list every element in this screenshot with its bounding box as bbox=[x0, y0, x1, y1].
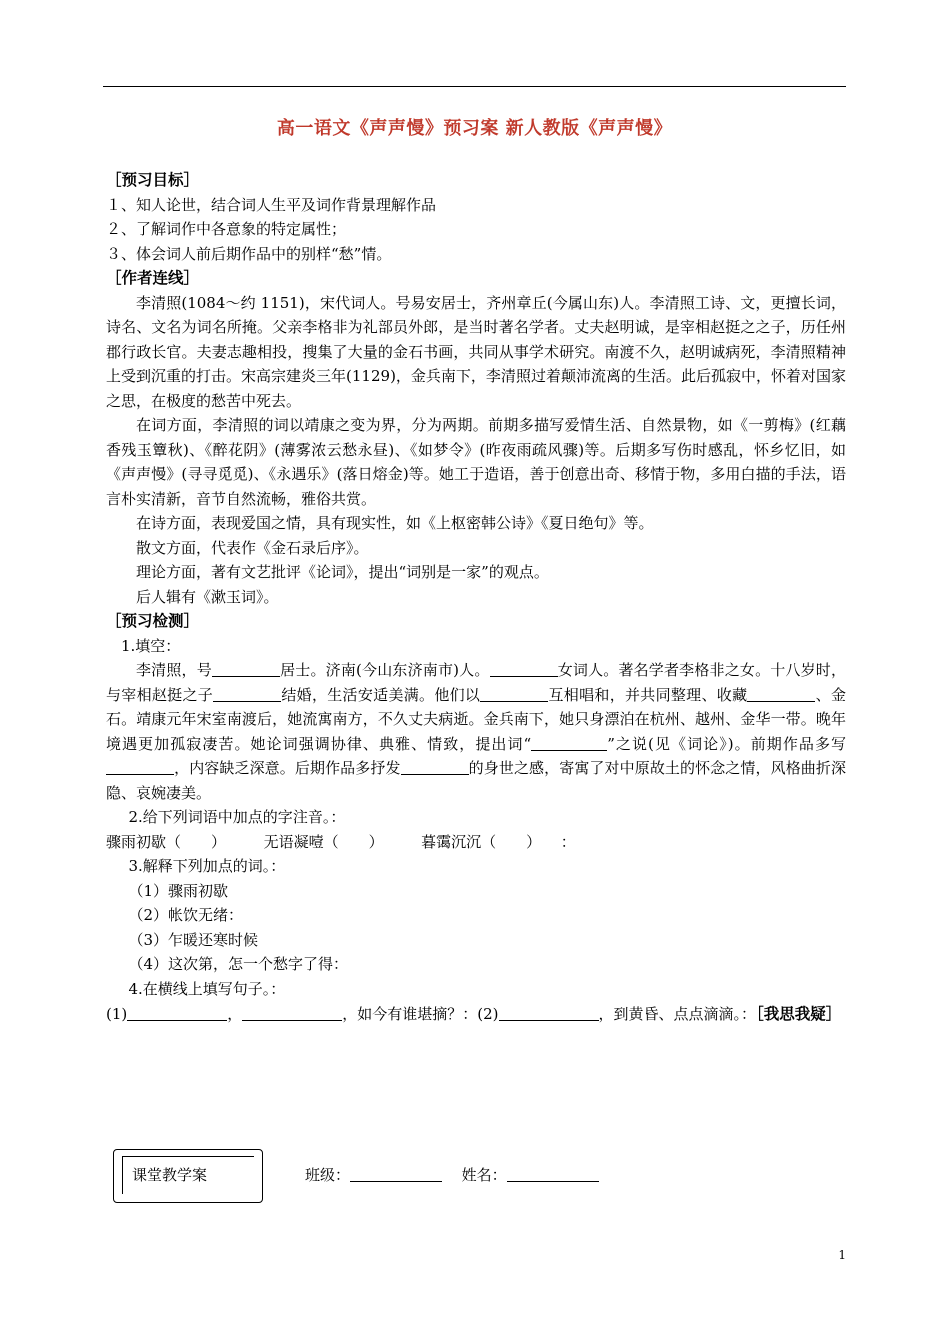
author-paragraph: 理论方面，著有文艺批评《论词》，提出“词别是一家”的观点。 bbox=[136, 563, 549, 581]
class-label: 班级： bbox=[305, 1166, 351, 1184]
q2-item: 暮霭沉沉（ ） bbox=[421, 832, 542, 851]
author-paragraph: 在诗方面，表现爱国之情，具有现实性，如《上枢密韩公诗》《夏日绝句》等。 bbox=[136, 514, 654, 532]
fill-blank[interactable] bbox=[480, 687, 548, 702]
author-paragraph: 在词方面，李清照的词以靖康之变为界，分为两期。前期多描写爱情生活、自然景物，如《一剪梅》(红藕香残玉簟秋)、《醉花阴》(薄雾浓云愁永昼)、《如梦令》(昨夜雨疏风骤)等。后期多写伤时感乱，怀乡忆旧，如《声声慢》(寻寻觅觅)、《永遇乐》(落日熔金)等。她工于造语，善于创意出奇、移情于物，多用白描的手法，语言朴实清新，音节自然流畅，雅俗共赏。 bbox=[106, 416, 846, 508]
fill-blank[interactable] bbox=[127, 1006, 227, 1021]
q1-label: 1.填空： bbox=[121, 636, 181, 655]
fill-blank[interactable] bbox=[212, 662, 280, 677]
q1-text: 居士。济南(今山东济南市)人。 bbox=[279, 661, 490, 679]
fill-blank[interactable] bbox=[490, 662, 558, 677]
goal-item: １、知人论世，结合词人生平及词作背景理解作品 bbox=[106, 195, 437, 214]
test-heading: ［预习检测］ bbox=[106, 612, 200, 630]
author-paragraph: 散文方面，代表作《金石录后序》。 bbox=[136, 538, 369, 557]
goal-item: ２、了解词作中各意象的特定属性； bbox=[106, 220, 347, 238]
q3-item: （1）骤雨初歇 bbox=[128, 881, 229, 900]
name-label: 姓名： bbox=[461, 1166, 507, 1184]
author-paragraph: 后人辑有《漱玉词》。 bbox=[136, 587, 279, 606]
q2-item: 无语凝噎（ ） bbox=[263, 832, 384, 851]
reflection-heading: ［我思我疑］ bbox=[756, 1005, 842, 1023]
q1-text: 女词人。著名学者李格非之女。十八岁时，与宰相赵挺之子 bbox=[106, 661, 846, 704]
q4-text: (1) bbox=[106, 1005, 128, 1023]
q1-text: 、金石。靖康元年宋室南渡后，她流寓南方，不久丈夫病逝。金兵南下，她只身漂泊在杭州、越州、金华一带。晚年境遇更加孤寂凄苦。她论词强调协律、典雅、情致，提出词“ bbox=[106, 685, 846, 753]
fill-blank[interactable] bbox=[106, 760, 174, 775]
q1-text: 的身世之感，寄寓了对中原故土的怀念之情，风格曲折深隐、哀婉凄美。 bbox=[106, 759, 846, 802]
fill-blank[interactable] bbox=[242, 1006, 342, 1021]
q1-text: ”之说(见《词论》)。前期作品多写 bbox=[607, 734, 847, 753]
goal-item: ３、体会词人前后期作品中的别样“愁”情。 bbox=[106, 244, 392, 263]
page-number: 1 bbox=[838, 1248, 846, 1262]
q1-text: 李清照，号 bbox=[136, 661, 212, 679]
q1-text: 结婚，生活安适美满。他们以 bbox=[281, 685, 481, 704]
fill-blank[interactable] bbox=[401, 760, 469, 775]
header-rule bbox=[103, 86, 846, 87]
q3-label: 3.解释下列加点的词。： bbox=[128, 857, 286, 875]
q4-text: ，如今有谁堪摘？：(2) bbox=[342, 1005, 499, 1023]
student-info-row bbox=[305, 1164, 599, 1185]
fill-blank[interactable] bbox=[531, 736, 607, 751]
q2-item: 骤雨初歇（ ） bbox=[106, 832, 227, 851]
page-title: 高一语文《声声慢》预习案 新人教版《声声慢》 bbox=[276, 118, 673, 139]
q3-item: （3）乍暖还寒时候 bbox=[128, 930, 259, 949]
fill-blank[interactable] bbox=[213, 687, 281, 702]
q2-item: ： bbox=[560, 832, 576, 851]
document-body bbox=[106, 168, 846, 1027]
q3-item: （2）帐饮无绪： bbox=[128, 906, 244, 924]
q4-label: 4.在横线上填写句子。： bbox=[128, 979, 286, 998]
scroll-banner bbox=[113, 1149, 263, 1203]
goals-heading: ［预习目标］ bbox=[106, 171, 200, 189]
fill-blank[interactable] bbox=[499, 1006, 599, 1021]
q1-text: 互相唱和，并共同整理、收藏 bbox=[548, 685, 748, 704]
banner-label: 课堂教学案 bbox=[132, 1166, 208, 1184]
q1-paragraph bbox=[106, 658, 846, 805]
author-paragraph: 李清照(1084～约 1151)，宋代词人。号易安居士，齐州章丘(今属山东)人。李清照工诗、文，更擅长词，诗名、文名为词名所掩。父亲李格非为礼部员外郎，是当时著名学者。丈夫赵明诚，是宰相赵挺之之子，历任州郡行政长官。夫妻志趣相投，搜集了大量的金石书画，共同从事学术研究。南渡不久，赵明诚病死，李清照精神上受到沉重的打击。宋高宗建炎三年(1129)，金兵南下，李清照过着颠沛流离的生活。此后孤寂中，怀着对国家之思，在极度的愁苦中死去。 bbox=[106, 293, 846, 410]
name-field[interactable] bbox=[507, 1167, 599, 1182]
q4-line bbox=[106, 1001, 846, 1027]
class-field[interactable] bbox=[350, 1167, 442, 1182]
author-heading: ［作者连线］ bbox=[106, 269, 200, 287]
q2-label: 2.给下列词语中加点的字注音。： bbox=[128, 808, 346, 826]
q2-items bbox=[106, 830, 846, 855]
q4-text: ，到黄昏、点点滴滴。： bbox=[598, 1005, 757, 1023]
q3-item: （4）这次第，怎一个愁字了得： bbox=[128, 955, 349, 973]
q1-text: ，内容缺乏深意。后期作品多抒发 bbox=[174, 759, 401, 777]
q4-text: ， bbox=[227, 1005, 243, 1023]
fill-blank[interactable] bbox=[747, 687, 815, 702]
